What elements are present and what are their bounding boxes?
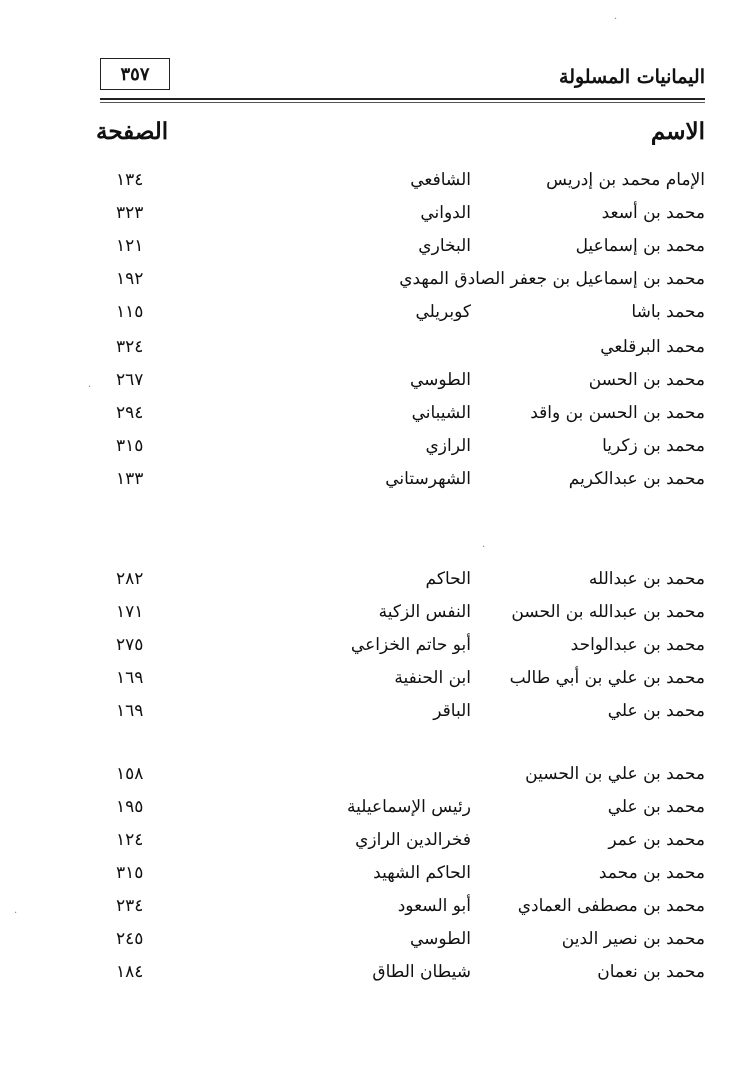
entry-epithet: الحاكم الشهيد <box>373 863 471 883</box>
entry-epithet: شيطان الطاق <box>372 962 471 982</box>
entry-page: ١٥٨ <box>116 764 144 784</box>
scan-speck: · <box>482 542 486 553</box>
index-entry <box>0 929 741 957</box>
index-entry <box>0 469 741 497</box>
entry-name: محمد بن علي بن الحسين <box>525 764 705 784</box>
entry-epithet: الحاكم <box>425 569 471 589</box>
header-rule-thin <box>100 102 705 103</box>
entry-page: ٣١٥ <box>116 436 144 456</box>
entry-name: محمد بن عبدالله <box>588 569 705 589</box>
entry-epithet: رئيس الإسماعيلية <box>347 797 471 817</box>
index-entry <box>0 797 741 825</box>
entry-page: ٢٦٧ <box>116 370 144 390</box>
scan-speck: · <box>14 908 18 919</box>
entry-epithet: أبو حاتم الخزاعي <box>350 635 471 655</box>
entry-page: ١٣٤ <box>116 170 144 190</box>
entry-page: ١٦٩ <box>116 701 144 721</box>
entry-name: محمد بن الحسن <box>588 370 705 390</box>
index-entry <box>0 370 741 398</box>
index-entry <box>0 403 741 431</box>
entry-epithet: فخرالدين الرازي <box>355 830 471 850</box>
entry-name: محمد بن نعمان <box>597 962 705 982</box>
index-entry <box>0 170 741 198</box>
entry-page: ٣٢٤ <box>116 337 144 357</box>
entry-name: محمد بن محمد <box>598 863 705 883</box>
index-entry <box>0 635 741 663</box>
index-entry <box>0 701 741 729</box>
entry-epithet: الشهرستاني <box>385 469 471 489</box>
entry-page: ٣١٥ <box>116 863 144 883</box>
index-entry <box>0 203 741 231</box>
entry-name: محمد بن عبدالله بن الحسن <box>511 602 705 622</box>
entry-epithet: الطوسي <box>409 929 471 949</box>
header-rule <box>100 98 705 100</box>
running-title: اليمانيات المسلولة <box>559 66 705 88</box>
entry-epithet: الشافعي <box>410 170 471 190</box>
index-entry <box>0 269 741 297</box>
entry-epithet: النفس الزكية <box>378 602 471 622</box>
scan-speck: · <box>614 14 618 25</box>
entry-page: ١٢٤ <box>116 830 144 850</box>
index-entry <box>0 830 741 858</box>
entry-page: ١٩٢ <box>116 269 144 289</box>
entry-name: محمد بن إسماعيل بن جعفر الصادق المهدي <box>399 269 705 289</box>
entry-page: ١٧١ <box>116 602 144 622</box>
entry-epithet: الشيباني <box>411 403 471 423</box>
index-entry <box>0 337 741 365</box>
entry-epithet: الباقر <box>433 701 471 721</box>
index-entry <box>0 569 741 597</box>
entry-name: محمد بن علي <box>607 797 705 817</box>
entry-page: ٣٢٣ <box>116 203 144 223</box>
index-entry <box>0 602 741 630</box>
entry-page: ١٩٥ <box>116 797 144 817</box>
entry-epithet: الدواني <box>420 203 471 223</box>
entry-page: ٢٩٤ <box>116 403 144 423</box>
index-entry <box>0 436 741 464</box>
entry-name: محمد بن مصطفى العمادي <box>517 896 705 916</box>
entry-name: محمد بن نصير الدين <box>561 929 705 949</box>
index-entry <box>0 236 741 264</box>
entry-name: محمد بن أسعد <box>601 203 705 223</box>
entry-name: محمد بن علي <box>607 701 705 721</box>
index-entry <box>0 863 741 891</box>
entry-page: ٢٣٤ <box>116 896 144 916</box>
entry-page: ٢٧٥ <box>116 635 144 655</box>
entry-epithet: أبو السعود <box>397 896 471 916</box>
page-number: ٣٥٧ <box>120 63 150 85</box>
entry-name: محمد بن عبدالكريم <box>568 469 705 489</box>
column-heading-name: الاسم <box>650 118 705 145</box>
entry-name: محمد بن الحسن بن واقد <box>530 403 705 423</box>
page-number-box <box>100 58 170 90</box>
entry-epithet: ابن الحنفية <box>394 668 471 688</box>
entry-page: ٢٤٥ <box>116 929 144 949</box>
entry-epithet: الرازي <box>425 436 471 456</box>
index-entry <box>0 302 741 330</box>
index-entry <box>0 668 741 696</box>
entry-name: محمد البرقلعي <box>600 337 705 357</box>
scan-speck: · <box>88 382 92 393</box>
entry-page: ١٣٣ <box>116 469 144 489</box>
entry-page: ٢٨٢ <box>116 569 144 589</box>
index-entry <box>0 896 741 924</box>
entry-name: محمد بن زكريا <box>602 436 705 456</box>
entry-epithet: البخاري <box>418 236 471 256</box>
entry-name: محمد بن علي بن أبي طالب <box>509 668 705 688</box>
entry-name: محمد بن عبدالواحد <box>570 635 705 655</box>
entry-page: ١١٥ <box>116 302 144 322</box>
index-entry <box>0 962 741 990</box>
entry-page: ١٦٩ <box>116 668 144 688</box>
entry-name: محمد باشا <box>631 302 705 322</box>
entry-name: الإمام محمد بن إدريس <box>546 170 705 190</box>
entry-name: محمد بن إسماعيل <box>575 236 705 256</box>
entry-epithet: الطوسي <box>409 370 471 390</box>
entry-epithet: كوبريلي <box>415 302 471 322</box>
entry-page: ١٢١ <box>116 236 144 256</box>
index-entry <box>0 764 741 792</box>
column-heading-page: الصفحة <box>96 118 169 145</box>
entry-name: محمد بن عمر <box>608 830 705 850</box>
entry-page: ١٨٤ <box>116 962 144 982</box>
